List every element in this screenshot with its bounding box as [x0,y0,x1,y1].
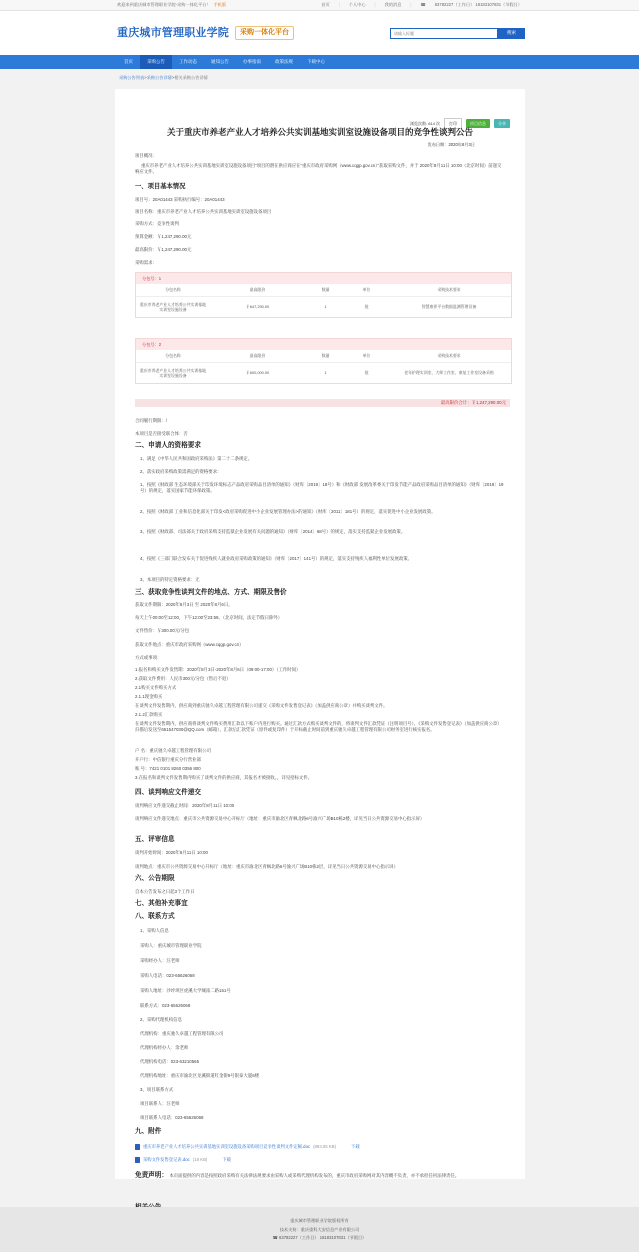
overview-label: 项目概况： [135,153,157,158]
section-3-title: 三、获取竞争性谈判文件的地点、方式、期限及售价 [135,589,287,596]
section-3-line: 在谈判文件发售期内，供应商到重庆驰久卓越工程管理有限公司递交《采购文件发售登记表》（加盖供应商公章）并购买谈判文件。 [135,703,388,708]
contact-line: 代理机构地址：重庆市渝北区龙溪街道红金街9号银泰大厦6楼 [140,1073,260,1078]
package-2 [135,338,512,384]
contact-line: 联系方式：023-65626068 [140,1003,191,1008]
section-4-line: 谈判响应文件递交截止时间：2020年8月11日 10:00 [135,803,235,808]
contact-line: 1、采购人信息 [140,928,169,933]
contact-line: 代理机构经办人：余老师 [140,1045,189,1050]
qualification-item: 2、落实政府采购政策需满足的资格要求： [140,469,222,474]
section-5-title: 五、评审信息 [135,836,175,843]
breadcrumb-detail[interactable]: 采购公告详情 [146,74,172,80]
project-name: 项目名称：重庆市养老产业人才培养公共实训基地实训室设施设备项目 [135,209,272,214]
footer-contact: 63782227（工作日） 18183107831（节假日） [279,1235,367,1241]
section-5-line: 谈判开始时间：2020年8月11日 10:00 [135,850,208,855]
breadcrumb-list[interactable]: 采购公告列表 [119,74,145,80]
breadcrumb-current: 相关采购公告详情 [174,74,208,80]
site-footer [0,1207,639,1252]
section-3-line: 2.1.2汇款购买 [135,712,163,717]
disclaimer-title: 免责声明： [135,1172,168,1179]
top-link-home[interactable]: 首页 [321,2,330,8]
section-3-line: 2.1购买文件购买方式 [135,685,177,690]
announcement-title: 关于重庆市养老产业人才培养公共实训基地实训室设施设备项目的竞争性谈判公告 [166,127,473,137]
publish-date: 发布日期：2020年8月3日 [427,142,475,147]
contact-line: 采购人地址：沙坪坝区虎溪大学城南二路151号 [140,988,231,993]
section-2-title: 二、申请人的资格要求 [135,442,201,449]
package-1-label: 分包号：1 [136,273,511,284]
site-header [0,11,639,55]
table-header: 单位 [346,284,387,297]
section-3-line: 每天上午00:00至12:00，下午12:00至23:59。（北京时间，法定节假日除外） [135,615,283,620]
contact-line: 代理机构：重庆驰久卓越工程管理有限公司 [140,1031,224,1036]
site-logo[interactable]: 重庆城市管理职业学院 [117,26,229,39]
print-button[interactable]: 打印 [444,118,462,129]
overview-text: 重庆市养老产业人才培养公共实训基地实训室设施设备项目”项目的潜在供应商应在“重庆市政府采购网（www.cqgp.gov.cn）”获取采购文件，并于 2020年8月11日 10:00（北京时间）前递交响应文件。 [135,163,502,174]
budget-amount: 预算金额：￥1,247,290.00元 [135,234,192,239]
attachment-size: (893.05 KB) [313,1144,337,1150]
breadcrumb: 采购公告列表 > 采购公告详情 > 相关采购公告详情 [119,74,208,80]
qualification-item: 1、按照《财政部 生态环境部关于印发环境标志产品政府采购品目清单的通知》（财库〔2019〕18号）和《财政部 发展改革委关于印发节能产品政府采购品目清单的通知》（财库〔2019〕19号）的规定，落实国家节能环保政策。 [140,482,504,493]
section-3-line: 在谈判文件发售期内，供应商将谈判文件购买费用汇款以下账户内进行购买。通过汇款方式购买谈判文件的，将谈判文件汇款凭证（注明项目号）、《采购文件发售登记表》（加盖供应商公章）扫描后发送至651547030@QQ.com（邮箱），汇款后汇款凭证（原件或复印件）于开标截止时间前到重庆驰久卓越工程管理有限公司财务室进行核实报名。 [135,721,502,732]
share-button[interactable]: 分享 [494,119,510,128]
section-3-line: 1.报名和购买文件发售期：2020年8月3日-2020年8月6日（09:00-17:00）（工作时间） [135,667,301,672]
package-1-table [136,284,511,317]
top-link-messages[interactable]: 我的消息 [384,2,402,8]
contact-line: 项目联系人：汪老师 [140,1101,180,1106]
procurement-method: 采购方式：竞争性谈判 [135,221,179,226]
qualification-item: 1、满足《中华人民共和国政府采购法》第二十二条规定。 [140,456,253,461]
attachment-item [135,1157,231,1163]
platform-slogan: 采购一体化平台 [235,26,294,39]
table-header: 数量 [305,350,346,363]
qualification-item: 2、按照《财政部 工业和信息化部关于印发<政府采购促进中小企业发展管理办法>的通知》（财库〔2011〕181号）的规定，落实促进中小企业发展政策。 [140,509,436,514]
section-6-title: 六、公告期限 [135,875,175,882]
section-3-line: 2.获取文件费用：人民币300元/分包（售后不退） [135,676,231,681]
top-link-user-center[interactable]: 个人中心 [348,2,366,8]
requirements-label: 采购需求： [135,260,157,265]
table-row: 重庆市养老产业人才培养公共实训基地实训室设施设备 ￥647,290.00 1 批 智慧康养平台数据监测管理设备 [139,301,477,312]
table-header: 最高限价 [210,350,305,363]
footer-copyright: 重庆城市管理职业学院版权所有 [290,1218,349,1223]
section-3-line: 3.在报名和谈判文件发售期内购买了谈判文件的供应商，其报名才被接收。，详见招标文件。 [135,775,313,780]
phone-icon: ☎ [420,2,426,8]
nav-notices[interactable]: 通知公告 [211,58,229,64]
contact-line: 代理机构电话：023-63210565 [140,1059,200,1064]
main-nav [0,55,639,69]
word-doc-icon [135,1144,140,1150]
section-5-line: 谈判地点：重庆市公共资源交易中心开标厅（地址：重庆市渝北区青枫北路6号渝兴广场B10栋2层，详见当日公共资源交易中心指示屏） [135,864,398,869]
section-3-line: 获取文件地点：重庆市政府采购网（www.cqgp.gov.cn） [135,642,244,647]
welcome-text: 欢迎来到重庆城市管理职业学院-采购一体化平台！ [117,2,211,8]
table-header: 分包名称 [136,284,210,297]
attachment-size: (18 KB) [192,1157,208,1163]
table-header: 分包名称 [136,350,210,363]
section-4-title: 四、谈判响应文件递交 [135,789,201,796]
contact-line: 采购人：重庆城市管理职业学院 [140,943,202,948]
search-button[interactable]: 搜索 [498,28,525,39]
table-header: 采购技术要求 [387,284,511,297]
section-6-line: 自本公告发布之日起3个工作日 [135,889,195,894]
section-3-line: 户 名：重庆驰久卓越工程管理有限公司 [135,748,211,753]
qualification-item: 3、本项目的特定资格要求：无 [140,577,200,582]
view-count: 浏览次数: 614 次 [409,121,440,126]
qualification-item: 4、按照《三部门联合发布关于促进残疾人就业政府采购政策的通知》（财库〔2017〕141号）的规定，落实支持残疾人福利性单位发展政策。 [140,556,412,561]
section-3-line: 获取文件期限：2020年8月3日 至 2020年8月6日。 [135,602,233,607]
table-header: 采购技术要求 [387,350,511,363]
nav-work-news[interactable]: 工作动态 [179,58,197,64]
section-4-line: 谈判响应文件递交地点：重庆市公共资源交易中心开标厅（地址：重庆市渝北区青枫北路6号渝兴广场B10栋2楼，详见当日公共资源交易中心指示屏） [135,816,425,821]
project-info-button[interactable]: 项目信息 [466,119,490,128]
contact-line: 项目联系人电话：023-65626068 [140,1115,204,1120]
section-8-title: 八、联系方式 [135,913,175,920]
project-number: 项目号：20A01443 采购执行编号：20A01443 [135,197,225,202]
nav-procurement-notice[interactable]: 采购公告 [140,55,172,69]
download-link[interactable]: 下载 [222,1157,231,1163]
footer-support: 技术支持：重庆重科大安信息产业有限公司 [279,1226,360,1232]
section-3-line: 2.1.1现金购买 [135,694,163,699]
attachment-link[interactable]: 重庆市养老产业人才培养公共实训基地实训室设施设备采购项目竞争性谈判文件定稿.doc [143,1144,311,1150]
section-3-line: 文件售价：￥300.00元/分包 [135,628,190,633]
nav-downloads[interactable]: 下载中心 [307,58,325,64]
top-contact: 63782227（工作日） 18183107831（节假日） [434,2,522,8]
contact-line: 采购人电话：023-65626068 [140,973,195,978]
attachment-link[interactable]: 采购文件发售登记表.doc [143,1157,190,1163]
section-9-title: 九、附件 [135,1128,162,1135]
section-1-title: 一、项目基本情况 [135,183,186,190]
nav-home[interactable]: 首页 [124,58,133,64]
search-box [390,28,525,39]
total-max-price: 最高限价合计：￥1,247,290.00元 [135,399,510,407]
word-doc-icon [135,1157,140,1163]
download-link[interactable]: 下载 [351,1144,360,1150]
qualification-item: 3、按照《财政部、司法部关于政府采购支持监狱企业发展有关问题的通知》（财库〔2014〕68号）的规定，落实支持监狱企业发展政策。 [140,529,406,534]
table-header: 单位 [346,350,387,363]
search-input[interactable] [390,28,498,39]
max-price: 最高限价：￥1,247,290.00元 [135,247,192,252]
contract-term: 合同履行期限：/ [135,418,167,423]
attachment-item [135,1144,360,1150]
table-header: 数量 [305,284,346,297]
phone-icon: ☎ [272,1235,280,1241]
consortium: 本项目是否接受联合体：否 [135,431,188,436]
announcement-panel [115,89,525,1179]
table-header: 最高限价 [210,284,305,297]
contact-line: 3、项目联系方式 [140,1087,174,1092]
nav-guide[interactable]: 办事指南 [243,58,261,64]
section-3-line: 开户行：中信银行重庆分行营业部 [135,757,201,762]
section-7-title: 七、其他补充事宜 [135,900,188,907]
table-row: 重庆市养老产业人才培养公共实训基地实训室设施设备 ￥600,000.00 1 批 老年护理实训室、大师工作室、康复工作室设备采购 [139,367,494,378]
disclaimer [135,1172,505,1181]
section-3-line: 方式或事项： [135,655,162,660]
contact-line: 采购经办人：汪老师 [140,958,180,963]
package-2-table [136,350,511,383]
mobile-version-link[interactable]: 手机版 [213,2,227,8]
nav-policy[interactable]: 政策法规 [275,58,293,64]
contact-line: 2、采购代理机构信息 [140,1017,182,1022]
package-1 [135,272,512,318]
bank-account: 账 号：7421 0101 8260 0356 800 [135,766,201,771]
disclaimer-text: 本页面提供的内容是按照政府采购有关法律法规要求由采购人或采购代理机构发布的，重庆市政府采购网对其内容概不负责，亦不承担任何法律责任。 [169,1173,460,1178]
package-2-label: 分包号：2 [136,339,511,350]
top-bar: 欢迎来到重庆城市管理职业学院-采购一体化平台！ 手机版 首页 | 个人中心 | 我的消息 | ☎ 63782227（工作日） 18183107831（节假日） [0,0,639,11]
